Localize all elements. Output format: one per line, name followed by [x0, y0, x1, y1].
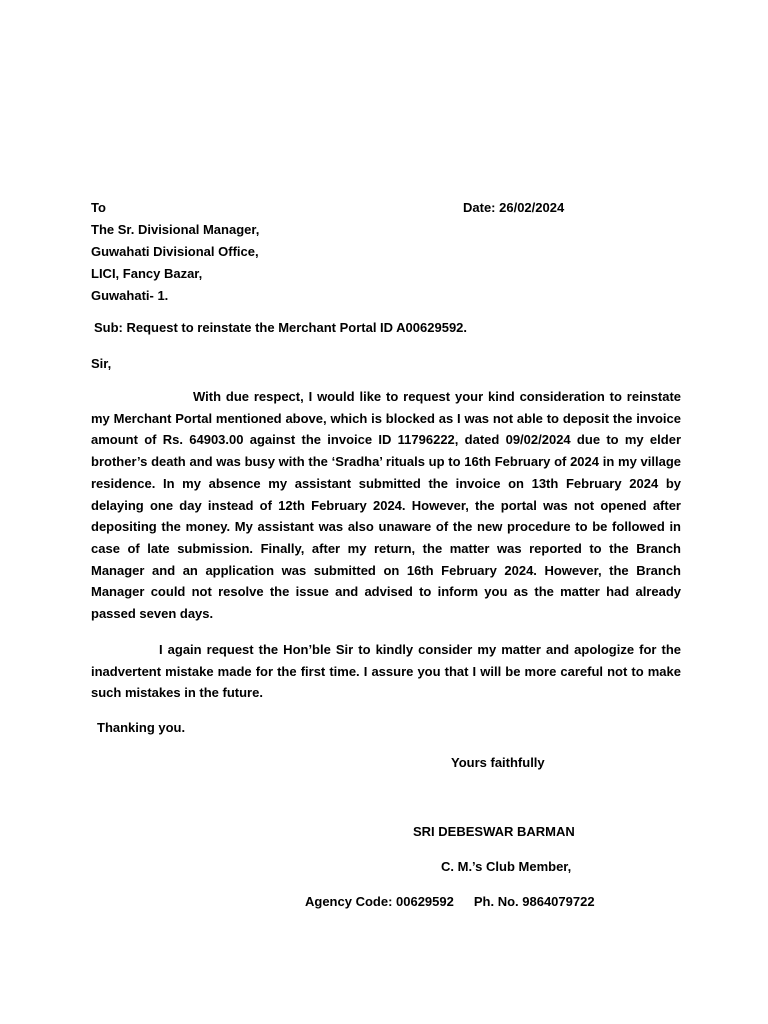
letter-date: Date: 26/02/2024 [463, 200, 565, 215]
to-label: To [91, 200, 106, 215]
body-paragraph-2: I again request the Hon’ble Sir to kindly consider my matter and apologize for the inadvertent mistake made for the first time. I assure you that I will be more careful not to make such mistakes in the future. [91, 642, 681, 701]
sender-contact [305, 891, 595, 913]
address-line-2: Guwahati Divisional Office, [91, 244, 259, 259]
phone-number: Ph. No. 9864079722 [473, 894, 595, 909]
body-paragraph-1: With due respect, I would like to request your kind consideration to reinstate my Merchant Portal mentioned above, which is blocked as I was not able to deposit the invoice amount of Rs. 64903.00 against the invoice ID 11796222, dated 09/02/2024 due to my elder brother’s death and was busy with the ‘Sradha’ rituals up to 16th February of 2024 in my village residence. In my absence my assistant submitted the invoice on 13th February 2024 by delaying one day instead of 12th February 2024. However, the portal was not opened after depositing the money. My assistant was also unaware of the new procedure to be followed in case of late submission. Finally, after my return, the matter was reported to the Branch Manager and an application was submitted on 16th February 2024. However, the Branch Manager could not resolve the issue and advised to inform you as the matter had already passed seven days. [91, 389, 681, 622]
address-line-3: LICI, Fancy Bazar, [91, 266, 203, 281]
salutation: Sir, [91, 356, 112, 371]
closing-line: Yours faithfully [451, 755, 545, 770]
address-line-1: The Sr. Divisional Manager, [91, 222, 260, 237]
sender-title: C. M.’s Club Member, [441, 859, 572, 874]
thanks-line: Thanking you. [97, 720, 186, 735]
sender-name: SRI DEBESWAR BARMAN [413, 824, 575, 839]
recipient-address [91, 197, 259, 307]
subject-line: Sub: Request to reinstate the Merchant Portal ID A00629592. [94, 320, 468, 335]
address-line-4: Guwahati- 1. [91, 288, 169, 303]
agency-code: Agency Code: 00629592 [305, 894, 454, 909]
